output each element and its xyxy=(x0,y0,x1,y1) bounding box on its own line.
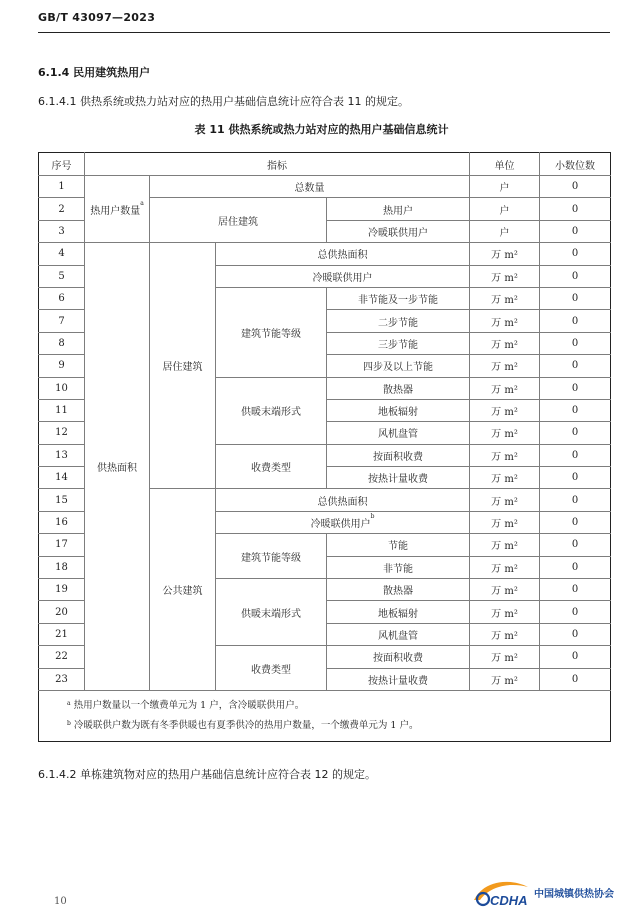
group-residential: 居住建筑 xyxy=(150,243,216,489)
row-seq: 22 xyxy=(39,646,85,668)
row-seq: 13 xyxy=(39,444,85,466)
row-unit: 万 m² xyxy=(470,467,540,489)
group-terminal: 供暖末端形式 xyxy=(216,579,327,646)
row-decimals: 0 xyxy=(540,579,611,601)
row-decimals: 0 xyxy=(540,243,611,265)
row-decimals: 0 xyxy=(540,422,611,444)
row-unit: 万 m² xyxy=(470,444,540,466)
row-label: 按面积收费 xyxy=(327,646,470,668)
row-label: 冷暖联供用户 xyxy=(216,265,470,287)
row-unit: 户 xyxy=(470,198,540,220)
row-seq: 9 xyxy=(39,355,85,377)
row-unit: 万 m² xyxy=(470,355,540,377)
standard-code: GB/T 43097—2023 xyxy=(38,11,156,24)
row-label: 冷暖联供用户 xyxy=(310,519,371,531)
row-label: 总供热面积 xyxy=(216,489,470,511)
row-unit: 万 m² xyxy=(470,310,540,332)
note-text: 热用户数量以一个缴费单元为 1 户，含冷暖联供用户。 xyxy=(73,699,305,711)
row-label: 热用户 xyxy=(327,198,470,220)
header-indicator: 指标 xyxy=(85,153,470,176)
row-seq: 15 xyxy=(39,489,85,511)
row-label: 地板辐射 xyxy=(327,601,470,623)
table-header-row xyxy=(39,153,611,176)
table-row xyxy=(39,176,611,198)
footnote-mark: a xyxy=(140,199,144,207)
row-decimals: 0 xyxy=(540,310,611,332)
clause-text: 6.1.4.1 供热系统或热力站对应的热用户基础信息统计应符合表 11 的规定。 xyxy=(38,95,409,108)
row-label: 四步及以上节能 xyxy=(327,355,470,377)
row-unit: 万 m² xyxy=(470,511,540,533)
header-decimals: 小数位数 xyxy=(540,153,611,176)
row-seq: 3 xyxy=(39,220,85,242)
header-divider xyxy=(38,32,610,33)
row-unit: 万 m² xyxy=(470,287,540,309)
row-unit: 万 m² xyxy=(470,534,540,556)
footnote-mark: b xyxy=(370,513,375,521)
row-unit: 万 m² xyxy=(470,399,540,421)
row-unit: 户 xyxy=(470,220,540,242)
row-label: 散热器 xyxy=(327,579,470,601)
row-decimals: 0 xyxy=(540,489,611,511)
row-label: 风机盘管 xyxy=(327,623,470,645)
row-seq: 14 xyxy=(39,467,85,489)
row-decimals: 0 xyxy=(540,399,611,421)
row-decimals: 0 xyxy=(540,601,611,623)
row-label: 地板辐射 xyxy=(327,399,470,421)
row-decimals: 0 xyxy=(540,444,611,466)
row-decimals: 0 xyxy=(540,176,611,198)
row-unit: 万 m² xyxy=(470,623,540,645)
heat-user-info-table xyxy=(38,152,611,742)
row-unit: 万 m² xyxy=(470,556,540,578)
row-unit: 户 xyxy=(470,176,540,198)
row-seq: 19 xyxy=(39,579,85,601)
row-seq: 6 xyxy=(39,287,85,309)
row-decimals: 0 xyxy=(540,265,611,287)
row-unit: 万 m² xyxy=(470,489,540,511)
note-text: 冷暖联供户数为既有冬季供暖也有夏季供冷的热用户数量，一个缴费单元为 1 户。 xyxy=(73,719,419,731)
row-label: 按面积收费 xyxy=(327,444,470,466)
row-label: 三步节能 xyxy=(327,332,470,354)
row-seq: 21 xyxy=(39,623,85,645)
row-unit: 万 m² xyxy=(470,579,540,601)
row-unit: 万 m² xyxy=(470,422,540,444)
row-label: 总数量 xyxy=(150,176,470,198)
group-charge-type: 收费类型 xyxy=(216,444,327,489)
row-unit: 万 m² xyxy=(470,265,540,287)
row-decimals: 0 xyxy=(540,355,611,377)
table-note xyxy=(67,696,610,716)
row-seq: 20 xyxy=(39,601,85,623)
row-unit: 万 m² xyxy=(470,601,540,623)
row-label: 冷暖联供用户 xyxy=(327,220,470,242)
row-label: 非节能 xyxy=(327,556,470,578)
row-seq: 5 xyxy=(39,265,85,287)
row-decimals: 0 xyxy=(540,467,611,489)
next-clause-text: 6.1.4.2 单栋建筑物对应的热用户基础信息统计应符合表 12 的规定。 xyxy=(38,768,376,781)
row-seq: 7 xyxy=(39,310,85,332)
row-decimals: 0 xyxy=(540,287,611,309)
group-users-count-label: 热用户数量 xyxy=(90,205,141,217)
row-decimals: 0 xyxy=(540,511,611,533)
row-decimals: 0 xyxy=(540,623,611,645)
row-label: 总供热面积 xyxy=(216,243,470,265)
row-unit: 万 m² xyxy=(470,668,540,690)
row-seq: 11 xyxy=(39,399,85,421)
group-charge-type: 收费类型 xyxy=(216,646,327,691)
row-label-cell xyxy=(216,511,470,533)
row-label: 非节能及一步节能 xyxy=(327,287,470,309)
row-seq: 18 xyxy=(39,556,85,578)
row-label: 按热计量收费 xyxy=(327,467,470,489)
table-caption: 表 11 供热系统或热力站对应的热用户基础信息统计 xyxy=(194,123,449,136)
row-label: 散热器 xyxy=(327,377,470,399)
org-name: 中国城镇供热协会 xyxy=(534,889,614,900)
row-seq: 8 xyxy=(39,332,85,354)
row-seq: 2 xyxy=(39,198,85,220)
row-decimals: 0 xyxy=(540,534,611,556)
page-number: 10 xyxy=(54,896,67,907)
row-decimals: 0 xyxy=(540,377,611,399)
group-public: 公共建筑 xyxy=(150,489,216,691)
header-seq: 序号 xyxy=(39,153,85,176)
row-label: 风机盘管 xyxy=(327,422,470,444)
table-row xyxy=(39,243,611,265)
row-unit: 万 m² xyxy=(470,243,540,265)
row-decimals: 0 xyxy=(540,646,611,668)
row-label: 按热计量收费 xyxy=(327,668,470,690)
row-decimals: 0 xyxy=(540,198,611,220)
row-decimals: 0 xyxy=(540,220,611,242)
row-label: 节能 xyxy=(327,534,470,556)
row-seq: 10 xyxy=(39,377,85,399)
group-users-count xyxy=(85,176,150,243)
clause-title: 6.1.4 民用建筑热用户 xyxy=(38,66,151,79)
note-mark: b xyxy=(67,719,71,727)
row-seq: 23 xyxy=(39,668,85,690)
row-seq: 4 xyxy=(39,243,85,265)
header-unit: 单位 xyxy=(470,153,540,176)
group-terminal: 供暖末端形式 xyxy=(216,377,327,444)
row-unit: 万 m² xyxy=(470,377,540,399)
table-note xyxy=(67,716,610,736)
group-residential-short: 居住建筑 xyxy=(150,198,327,243)
row-seq: 1 xyxy=(39,176,85,198)
group-energy-level: 建筑节能等级 xyxy=(216,534,327,579)
row-seq: 12 xyxy=(39,422,85,444)
table-notes-row xyxy=(39,690,611,741)
row-unit: 万 m² xyxy=(470,332,540,354)
row-seq: 16 xyxy=(39,511,85,533)
row-unit: 万 m² xyxy=(470,646,540,668)
row-decimals: 0 xyxy=(540,332,611,354)
note-mark: a xyxy=(67,699,71,707)
row-decimals: 0 xyxy=(540,556,611,578)
group-energy-level: 建筑节能等级 xyxy=(216,287,327,377)
row-seq: 17 xyxy=(39,534,85,556)
table-notes xyxy=(39,690,611,741)
row-label: 二步节能 xyxy=(327,310,470,332)
group-heating-area: 供热面积 xyxy=(85,243,150,691)
logo-text: CDHA xyxy=(490,893,528,908)
row-decimals: 0 xyxy=(540,668,611,690)
